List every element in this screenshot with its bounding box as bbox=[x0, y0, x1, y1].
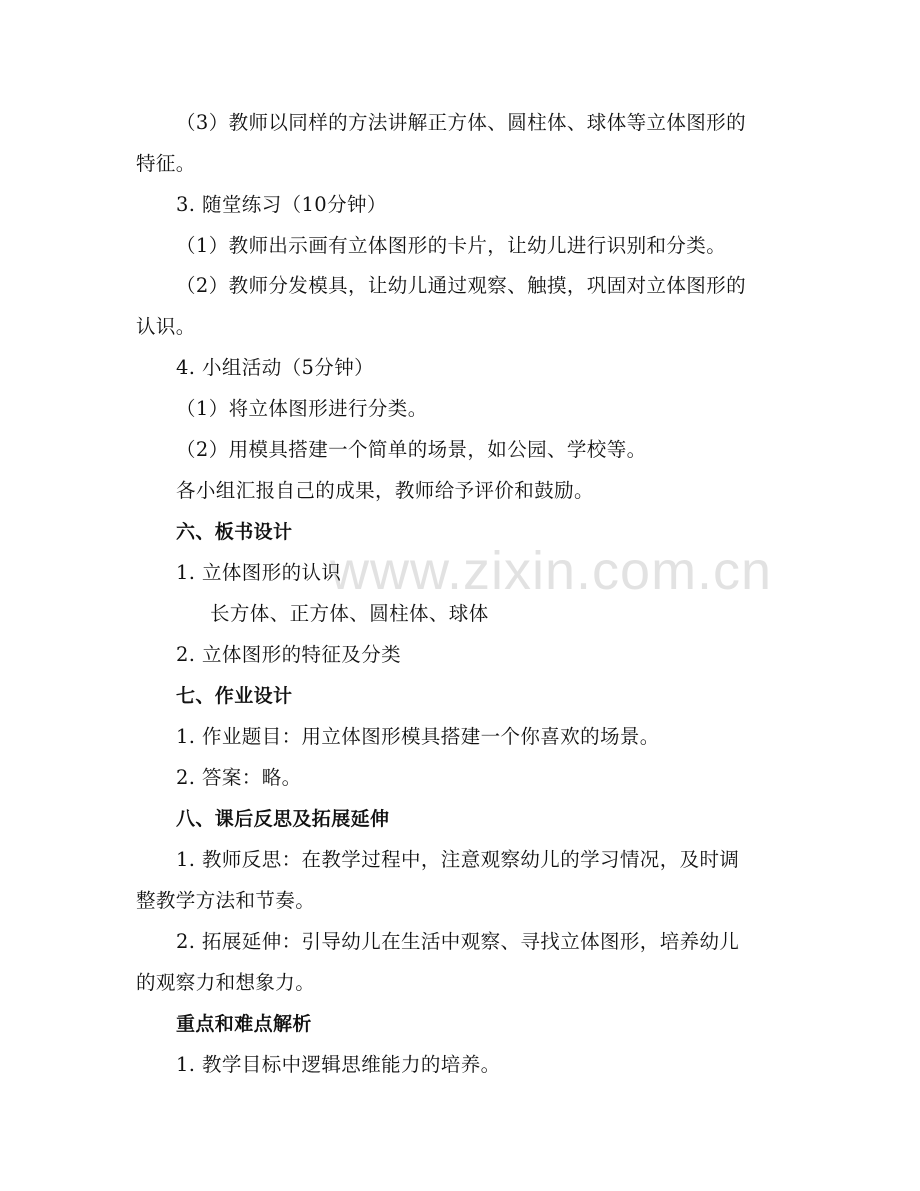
list-item: 1. 教学目标中逻辑思维能力的培养。 bbox=[176, 1053, 501, 1076]
list-subitem: 长方体、正方体、圆柱体、球体 bbox=[210, 602, 489, 625]
section-heading: 七、作业设计 bbox=[176, 685, 293, 707]
section-heading: 八、课后反思及拓展延伸 bbox=[176, 808, 390, 830]
paragraph-line: （3）教师以同样的方法讲解正方体、圆柱体、球体等立体图形的 bbox=[176, 111, 747, 134]
paragraph-line: （1）教师出示画有立体图形的卡片，让幼儿进行识别和分类。 bbox=[176, 234, 727, 257]
list-item: 1. 立体图形的认识 bbox=[176, 561, 342, 584]
section-item-title: 4. 小组活动（5分钟） bbox=[176, 356, 375, 379]
paragraph-line: （2）教师分发模具，让幼儿通过观察、触摸，巩固对立体图形的 bbox=[176, 274, 747, 297]
paragraph-line: 的观察力和想象力。 bbox=[136, 971, 316, 994]
paragraph-line: 认识。 bbox=[136, 315, 196, 338]
list-item: 2. 拓展延伸：引导幼儿在生活中观察、寻找立体图形，培养幼儿 bbox=[176, 930, 740, 953]
paragraph-line: 特征。 bbox=[136, 152, 196, 175]
list-item: 1. 教师反思：在教学过程中，注意观察幼儿的学习情况，及时调 bbox=[176, 848, 740, 871]
section-item-title: 3. 随堂练习（10分钟） bbox=[176, 193, 387, 216]
section-heading: 重点和难点解析 bbox=[176, 1013, 312, 1035]
list-item: 2. 答案：略。 bbox=[176, 766, 302, 789]
paragraph-line: （1）将立体图形进行分类。 bbox=[176, 397, 428, 420]
paragraph-line: （2）用模具搭建一个简单的场景，如公园、学校等。 bbox=[176, 438, 647, 461]
list-item: 2. 立体图形的特征及分类 bbox=[176, 643, 402, 666]
section-heading: 六、板书设计 bbox=[176, 521, 293, 543]
list-item: 1. 作业题目：用立体图形模具搭建一个你喜欢的场景。 bbox=[176, 725, 660, 748]
paragraph-line: 各小组汇报自己的成果，教师给予评价和鼓励。 bbox=[176, 479, 594, 502]
watermark: www.zixin.com.cn bbox=[330, 541, 773, 601]
paragraph-line: 整教学方法和节奏。 bbox=[136, 889, 316, 912]
